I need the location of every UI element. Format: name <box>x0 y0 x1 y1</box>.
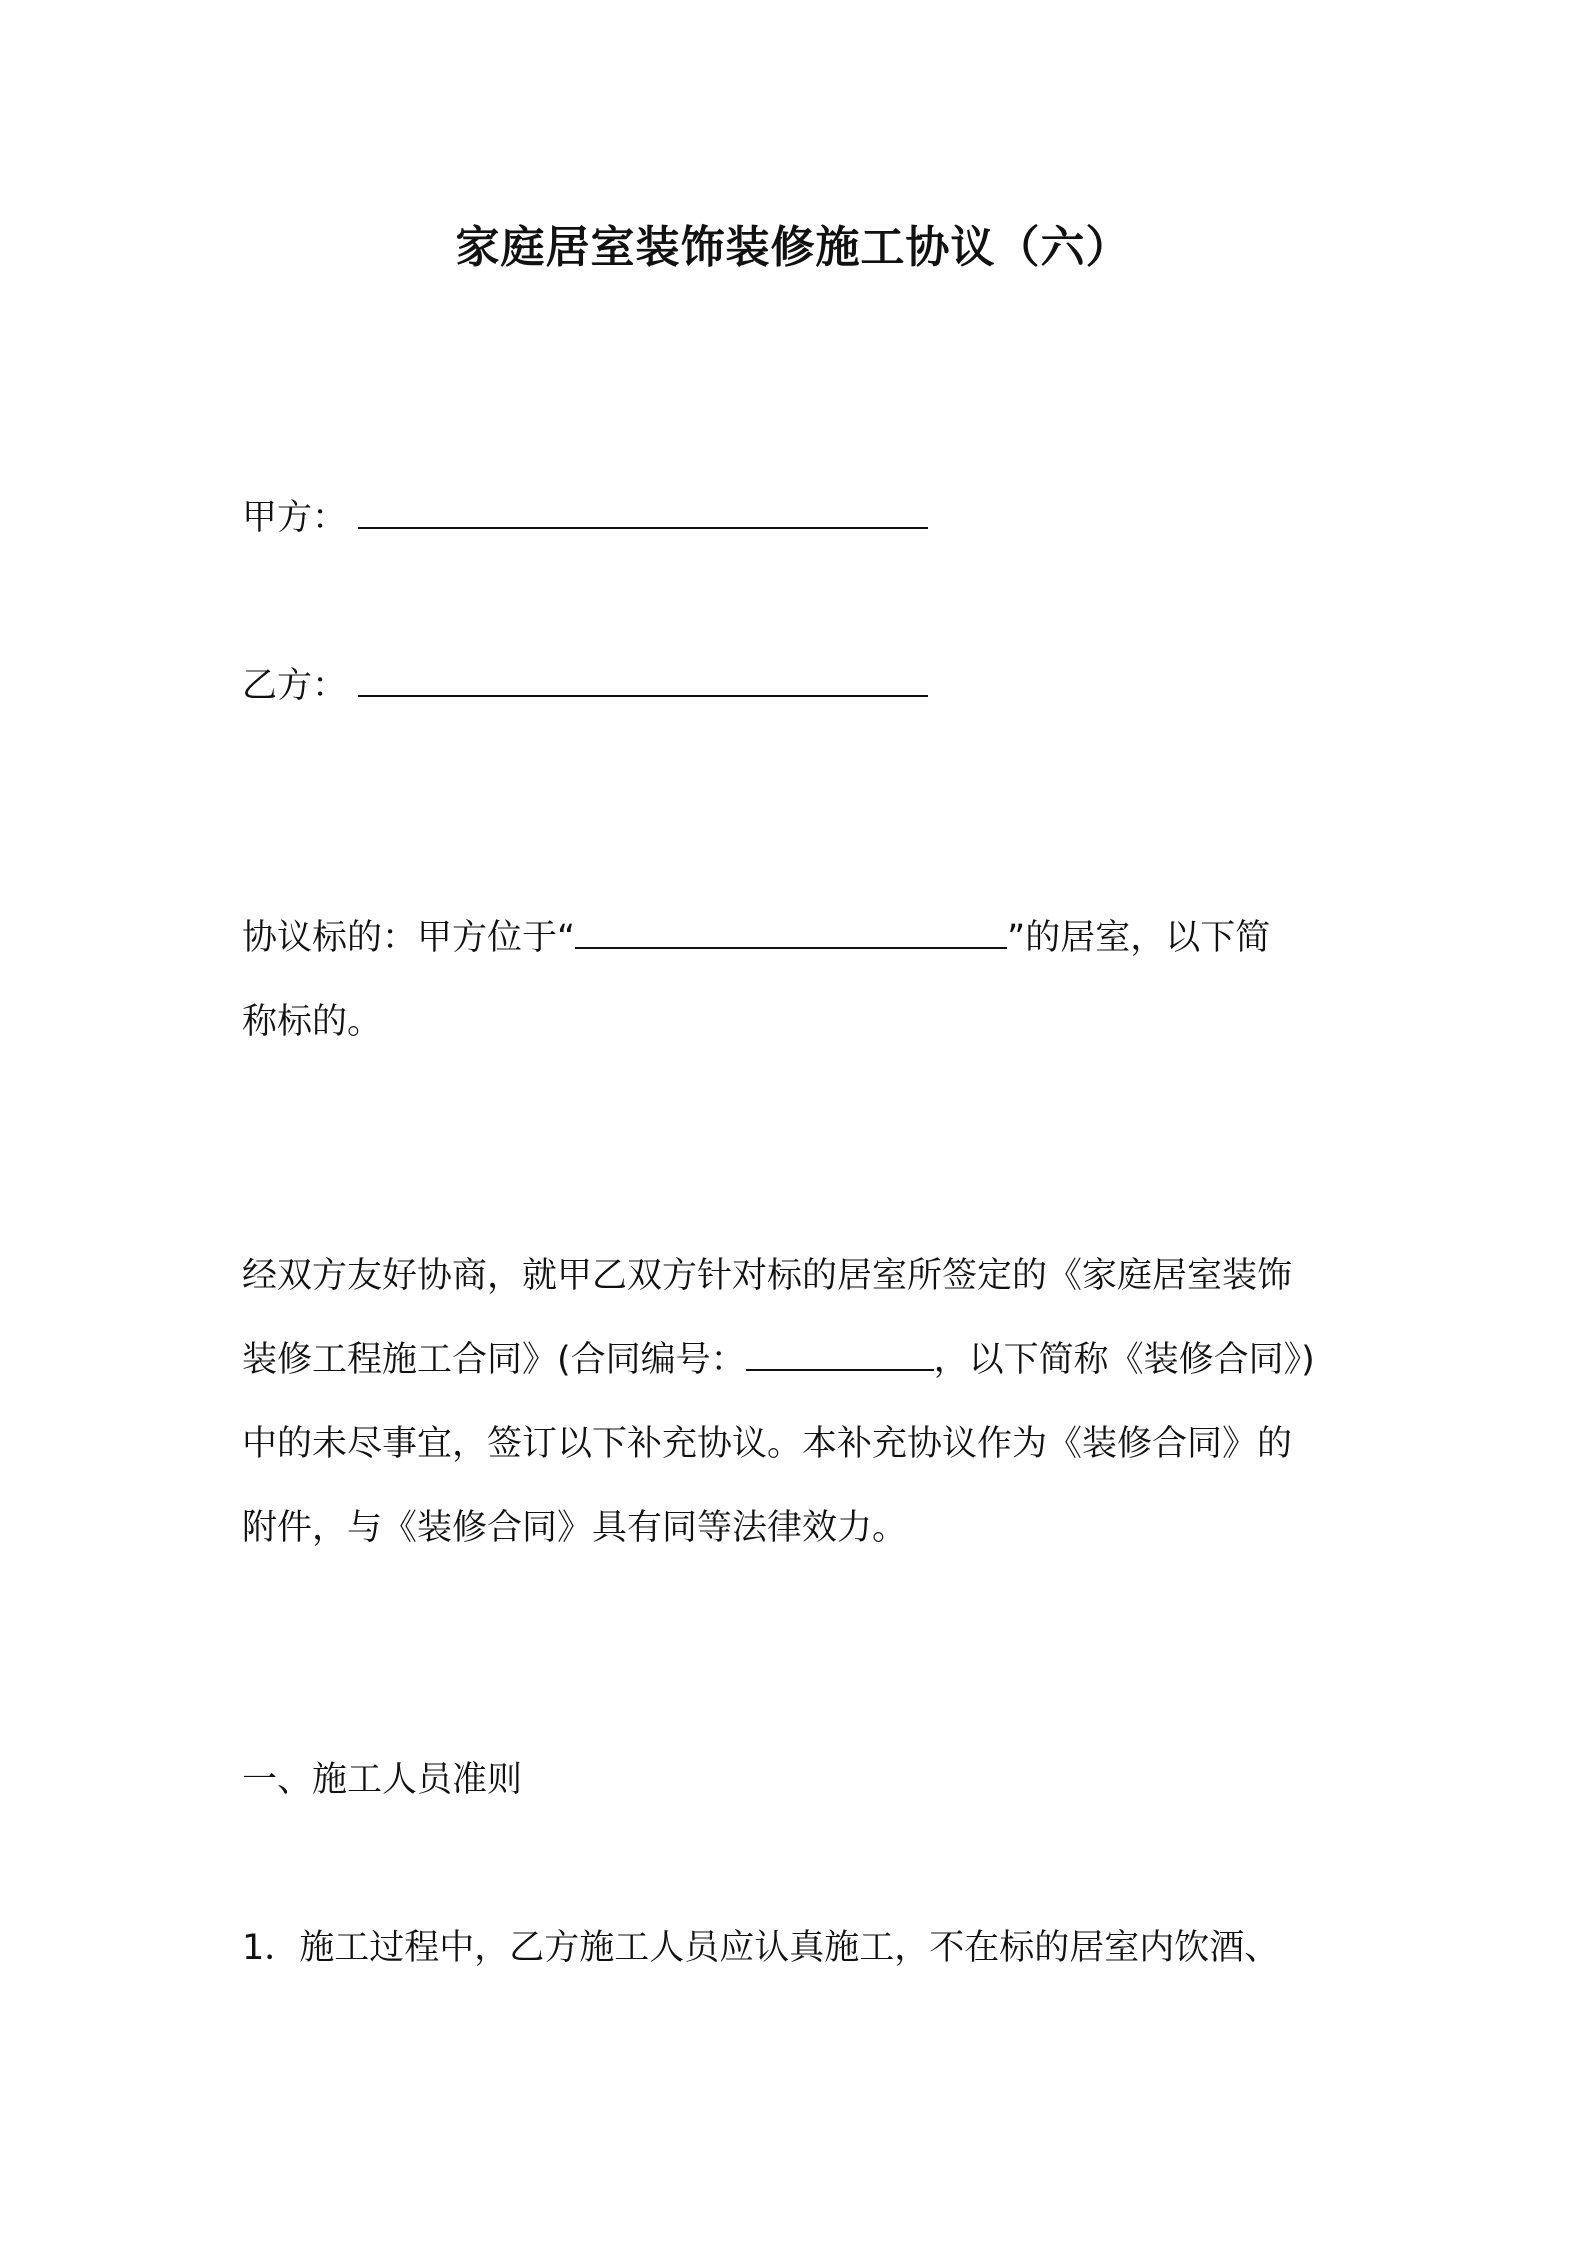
subject-address-blank[interactable] <box>575 921 1007 949</box>
party-a-blank[interactable] <box>358 501 928 529</box>
contract-number-blank[interactable] <box>746 1343 934 1371</box>
subject-prefix: 协议标的：甲方位于“ <box>242 918 576 958</box>
party-a-line <box>242 494 928 542</box>
party-b-label: 乙方： <box>242 666 348 706</box>
preamble-line-2 <box>242 1336 1315 1384</box>
party-b-line <box>242 662 928 710</box>
section-1-heading: 一、施工人员准则 <box>242 1760 523 1800</box>
party-b-blank[interactable] <box>358 669 928 697</box>
subject-line-1 <box>242 914 1270 962</box>
subject-suffix: ”的居室，以下简 <box>1007 918 1271 958</box>
preamble-line-4: 附件，与《装修合同》具有同等法律效力。 <box>242 1508 908 1548</box>
section-1-item-1: 1．施工过程中，乙方施工人员应认真施工，不在标的居室内饮酒、 <box>242 1928 1280 1968</box>
party-a-label: 甲方： <box>242 498 348 538</box>
preamble-line-1: 经双方友好协商，就甲乙双方针对标的居室所签定的《家庭居室装饰 <box>242 1256 1293 1296</box>
preamble-line-3: 中的未尽事宜，签订以下补充协议。本补充协议作为《装修合同》的 <box>242 1424 1293 1464</box>
document-title: 家庭居室装饰装修施工协议（六） <box>455 222 1131 273</box>
contract-number-suffix: ，以下简称《装修合同》) <box>933 1340 1315 1380</box>
contract-number-prefix: 装修工程施工合同》(合同编号： <box>242 1340 746 1380</box>
subject-line-2: 称标的。 <box>242 1002 383 1042</box>
